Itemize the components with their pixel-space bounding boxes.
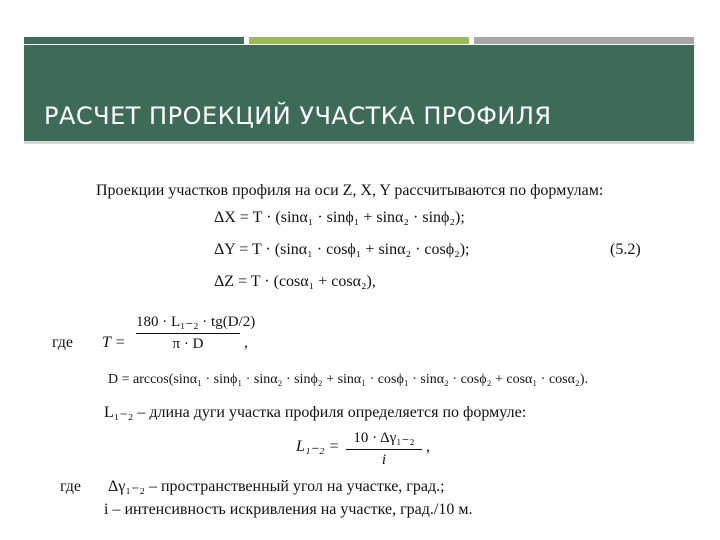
fraction-line	[136, 333, 240, 334]
gamma-definition: Δγ₁₋₂ – пространственный угол на участке, град.;	[108, 478, 445, 495]
l-formula-lhs: L₁₋₂ =	[296, 438, 340, 455]
t-formula-fraction	[136, 312, 256, 353]
equation-number: (5.2)	[610, 241, 641, 258]
l-formula-denominator: i	[381, 452, 387, 468]
t-formula-lhs: T =	[102, 334, 126, 351]
fraction-line	[346, 449, 422, 450]
t-formula-numerator: 180 · L₁₋₂ · tg(D/2)	[136, 314, 256, 330]
l-formula-comma: ,	[426, 438, 430, 455]
t-formula-comma: ,	[244, 334, 248, 351]
intro-text: Проекции участков профиля на оси Z, X, Y рассчитываются по формулам:	[96, 182, 604, 199]
equation-dx: ΔX = T · (sinα₁ · sinϕ₁ + sinα₂ · sinϕ₂);	[214, 209, 465, 226]
l-definition: L₁₋₂ – длина дуги участка профиля определяется по формуле:	[104, 404, 527, 421]
equation-dz: ΔZ = T · (cosα₁ + cosα₂),	[214, 273, 376, 290]
where-label-2: где	[60, 478, 82, 495]
l-formula-numerator: 10 · Δγ₁₋₂	[353, 430, 415, 446]
d-formula: D = arccos(sinα₁ · sinϕ₁ · sinα₂ · sinϕ₂ + sinα₁ · cosϕ₁ · sinα₂ · cosϕ₂ + cosα₁ · cosα₂).	[108, 372, 588, 387]
i-definition: i – интенсивность искривления на участке, град./10 м.	[104, 501, 473, 518]
l-formula-fraction	[346, 428, 422, 469]
where-label-1: где	[52, 334, 74, 351]
t-formula-denominator: π · D	[172, 336, 204, 352]
equation-dy: ΔY = T · (sinα₁ · cosϕ₁ + sinα₂ · cosϕ₂);	[214, 241, 470, 258]
page-title: РАСЧЕТ ПРОЕКЦИЙ УЧАСТКА ПРОФИЛЯ	[44, 102, 552, 130]
